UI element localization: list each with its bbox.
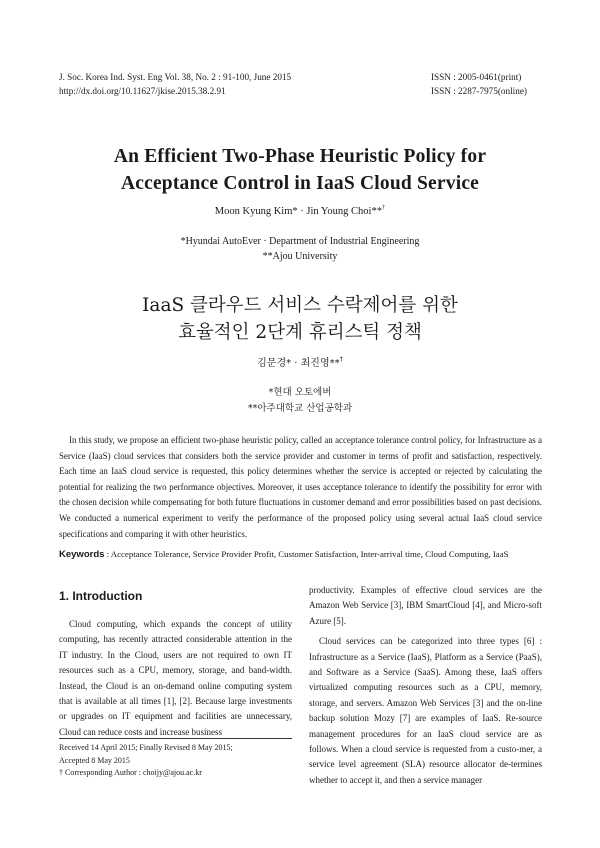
authors-english: [0, 204, 600, 217]
issn-print: ISSN : 2005-0461(print): [431, 72, 522, 82]
issn-online: ISSN : 2287-7975(online): [431, 86, 527, 96]
authors-korean: [0, 354, 600, 369]
journal-header-left: [59, 70, 291, 98]
authors-korean-names: 김문경* · 최진영**: [257, 358, 340, 369]
keywords: [59, 549, 549, 560]
affiliation-english-line2: **Ajou University: [262, 251, 338, 262]
title-english-line2: Acceptance Control in IaaS Cloud Service: [120, 173, 480, 194]
intro-paragraph-2: Cloud services can be categorized into three types [6] : Infrastructure as a Service (IaaS), Platform as a Service (PaaS), and Software as a Service (SaaS). Among these, IaaS offers virtualized computing resources such as a CPU, memory, storage, and servers. Amazon Web Services [3] and the on-line backup solution Mozy [7] are examples of IaaS. Re-source management procedures for an IaaS cloud service are as follows. When a cloud service is requested from a custo-mer, a service level agreement (SLA) resource allocator de-termines whether to accept it, and then a service manager: [309, 636, 542, 785]
title-korean-line2: 효율적인 2단계 휴리스틱 정책: [178, 322, 422, 343]
journal-citation: J. Soc. Korea Ind. Syst. Eng Vol. 38, No. 2 : 91-100, June 2015: [59, 72, 292, 82]
keywords-text: : Acceptance Tolerance, Service Provider Profit, Customer Satisfaction, Inter-arrival time, Cloud Computing, IaaS: [106, 549, 509, 559]
intro-paragraph-1: Cloud computing, which expands the concept of utility computing, has recently attracted considerable attention in the IT industry. In the Cloud, users are not required to own IT resources such as a CPU, memory, storage, and band-width. Instead, the Cloud is an on-demand online computing system that is available at all times [1], [2]. Because large investments or upgrades on IT equipment and facilities are unnecessary, Cloud can reduce costs and increase business: [59, 619, 292, 737]
footnote-accepted: Accepted 8 May 2015: [59, 755, 130, 765]
footnotes: [59, 738, 292, 780]
title-korean: [0, 292, 600, 346]
authors-english-names: Moon Kyung Kim* · Jin Young Choi**: [214, 206, 382, 217]
corresponding-mark-korean: †: [339, 355, 343, 363]
column-left: [59, 588, 292, 740]
keywords-label: Keywords: [59, 549, 105, 560]
affiliations-korean: [0, 385, 600, 417]
affiliation-english-line1: *Hyundai AutoEver · Department of Industrial Engineering: [180, 236, 420, 247]
column-right: [309, 583, 542, 788]
affiliations-english: [0, 234, 600, 264]
doi-link[interactable]: http://dx.doi.org/10.11627/jkise.2015.38.2.91: [59, 86, 226, 96]
title-english-line1: An Efficient Two-Phase Heuristic Policy for: [113, 146, 487, 167]
journal-header-right: [431, 70, 527, 98]
affiliation-korean-line1: *현대 오토에버: [268, 387, 332, 398]
affiliation-korean-line2: **아주대학교 산업공학과: [247, 403, 353, 414]
section-heading-introduction: 1. Introduction: [59, 589, 143, 603]
footnote-corresponding-author: † Corresponding Author : choijy@ajou.ac.kr: [59, 768, 202, 777]
intro-paragraph-1-continued: productivity. Examples of effective cloud services are the Amazon Web Service [3], IBM SmartCloud [4], and Micro-soft Azure [5].: [309, 585, 542, 626]
title-korean-line1: IaaS 클라우드 서비스 수락제어를 위한: [142, 295, 458, 316]
abstract: In this study, we propose an efficient two-phase heuristic policy, called an acceptance tolerance control policy, for Infrastructure as a Service (IaaS) cloud services that considers both the service provider and customer in terms of profit and satisfaction, respectively. Each time an IaaS cloud service is requested, this policy determines whether the service is accepted or rejected by calculating the potential for realizing the two performance objectives. Moreover, it uses acceptance tolerance to identify the possibility for error with the chosen decision while compensating for both future fluctuations in customer demand and error possibilities based on past decisions. We conducted a numerical experiment to verify the performance of the proposed policy using several actual IaaS cloud service specifications and comparing it with other heuristics.: [59, 435, 542, 539]
footnote-received: Received 14 April 2015; Finally Revised 8 May 2015;: [59, 743, 233, 752]
title-english: [0, 143, 600, 197]
corresponding-mark: †: [381, 204, 386, 211]
